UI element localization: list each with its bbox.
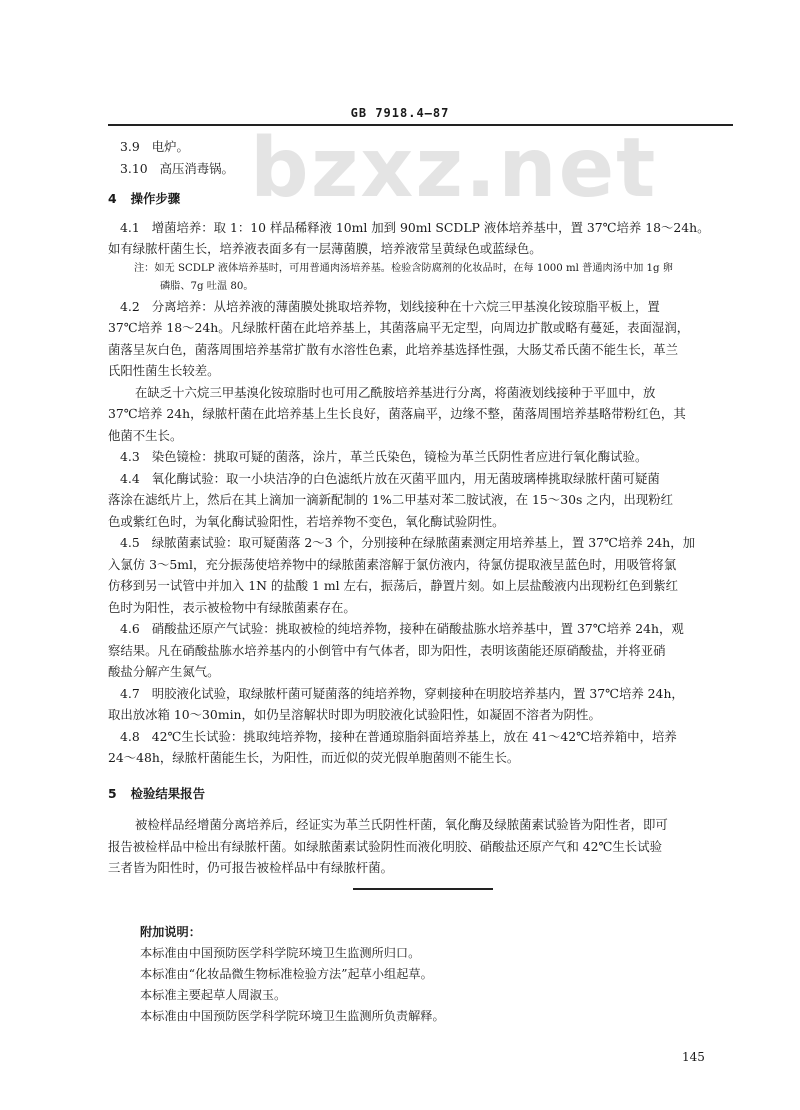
section-title: 检验结果报告: [130, 785, 205, 801]
item-line: 增菌培养：取 1：10 样品稀释液 10ml 加到 90ml SCDLP 液体培养基中，置 37℃培养 18～24h。: [151, 219, 710, 235]
note-line: 磷脂、7g 吐温 80。: [160, 280, 254, 292]
item-4-7: [108, 683, 733, 726]
body-line: 报告被检样品中检出有绿脓杆菌。如绿脓菌素试验阴性而液化明胶、硝酸盐还原产气和 42℃生长试验: [108, 838, 662, 854]
item-number: 4.2: [120, 298, 140, 314]
item-4-3: [108, 446, 733, 468]
end-separator-rule: [353, 888, 493, 890]
item-text: 高压消毒锅。: [159, 160, 234, 176]
item-line: 菌落呈灰白色，菌落周围培养基常扩散有水溶性色素，此培养基选择性强，大肠艾希氏菌不能生长，革兰: [108, 341, 678, 357]
appendix-title: 附加说明：: [140, 925, 201, 939]
item-line: 氏阳性菌生长较差。: [108, 363, 220, 378]
item-line: 明胶液化试验，取绿脓杆菌可疑菌落的纯培养物，穿刺接种在明胶培养基内，置 37℃培养 24h，: [151, 685, 684, 701]
document-body: [108, 136, 733, 879]
item-line: 酸盐分解产生氮气。: [108, 664, 220, 679]
item-line: 24～48h，绿脓杆菌能生长，为阳性，而近似的荧光假单胞菌则不能生长。: [108, 750, 520, 765]
item-line: 如有绿脓杆菌生长，培养液表面多有一层薄菌膜，培养液常呈黄绿色或蓝绿色。: [108, 241, 542, 256]
item-number: 4.1: [120, 219, 140, 235]
watermark: bzxz.net: [250, 121, 658, 216]
note-4-1: [108, 260, 733, 296]
item-3-10: [108, 158, 733, 180]
appendix-line: 本标准由中国预防医学科学院环境卫生监测所归口。: [140, 946, 421, 960]
item-number: 4.5: [120, 535, 140, 550]
section-title: 操作步骤: [130, 191, 181, 206]
item-line: 察结果。凡在硝酸盐胨水培养基内的小倒管中有气体者，即为阳性，表明该菌能还原硝酸盐，并将亚硝: [108, 642, 666, 658]
appendix-notes: [140, 922, 700, 1027]
note-line: 注：如无 SCDLP 液体培养基时，可用普通肉汤培养基。检验含防腐剂的化妆品时，在每 1000 ml 普通肉汤中加 1g 卵: [134, 262, 673, 274]
section-number: 5: [108, 785, 117, 801]
page-number: 145: [682, 1050, 705, 1064]
standard-code-header: GB 7918.4—87: [350, 106, 450, 120]
item-line: 仿移到另一试管中并加入 1N 的盐酸 1 ml 左右，振荡后，静置片刻。如上层盐酸液内出现粉红色到紫红: [108, 578, 679, 593]
item-line: 落涂在滤纸片上，然后在其上滴加一滴新配制的 1%二甲基对苯二胺试液，在 15～30s 之内，出现粉红: [108, 492, 673, 507]
item-4-2: [108, 296, 733, 447]
item-line: 37℃培养 18～24h。凡绿脓杆菌在此培养基上，其菌落扁平无定型，向周边扩散或略有蔓延，表面湿润，: [108, 320, 690, 335]
item-line: 硝酸盐还原产气试验：挑取被检的纯培养物，接种在硝酸盐胨水培养基中，置 37℃培养 24h，观: [151, 621, 684, 636]
item-line: 37℃培养 24h，绿脓杆菌在此培养基上生长良好，菌落扁平，边缘不整，菌落周围培养基略带粉红色，其: [108, 406, 686, 421]
section-5-body: [108, 814, 733, 879]
item-3-9: [108, 136, 733, 158]
section-5-heading: [108, 783, 733, 805]
item-4-1: [108, 217, 733, 296]
item-line: 染色镜检：挑取可疑的菌落，涂片，革兰氏染色，镜检为革兰氏阴性者应进行氧化酶试验。: [151, 449, 648, 464]
section-number: 4: [108, 191, 117, 206]
item-line: 色或紫红色时，为氧化酶试验阳性，若培养物不变色，氧化酶试验阴性。: [108, 513, 505, 529]
item-line: 分离培养：从培养液的薄菌膜处挑取培养物，划线接种在十六烷三甲基溴化铵琼脂平板上，置: [151, 298, 660, 314]
item-line: 绿脓菌素试验：取可疑菌落 2～3 个，分别接种在绿脓菌素测定用培养基上，置 37℃培养 24h，加: [151, 535, 696, 550]
item-number: 4.7: [120, 685, 140, 701]
item-number: 3.9: [120, 139, 140, 154]
item-4-6: [108, 618, 733, 683]
appendix-line: 本标准主要起草人周淑玉。: [140, 988, 287, 1002]
body-line: 三者皆为阳性时，仍可报告被检样品中有绿脓杆菌。: [108, 860, 393, 875]
item-4-5: [108, 532, 733, 618]
item-line: 取出放冰箱 10～30min，如仍呈溶解状时即为明胶液化试验阳性，如凝固不溶者为阴性。: [108, 707, 601, 722]
item-line: 他菌不生长。: [108, 427, 183, 443]
item-line: 入氯仿 3～5ml，充分振荡使培养物中的绿脓菌素溶解于氯仿液内，待氯仿提取液呈蓝色时，用吸管将氯: [108, 556, 677, 572]
appendix-line: 本标准由“化妆品微生物标准检验方法”起草小组起草。: [140, 967, 433, 981]
item-4-4: [108, 468, 733, 533]
item-number: 4.3: [120, 449, 140, 464]
item-number: 3.10: [120, 160, 148, 176]
item-line: 氧化酶试验：取一小块洁净的白色滤纸片放在灭菌平皿内，用无菌玻璃棒挑取绿脓杆菌可疑菌: [151, 470, 660, 486]
item-number: 4.8: [120, 728, 140, 744]
appendix-line: 本标准由中国预防医学科学院环境卫生监测所负责解释。: [140, 1009, 445, 1023]
header-rule: [108, 124, 733, 126]
item-line: 42℃生长试验：挑取纯培养物，接种在普通琼脂斜面培养基上，放在 41～42℃培养箱中，培养: [151, 728, 677, 744]
item-line: 在缺乏十六烷三甲基溴化铵琼脂时也可用乙酰胺培养基进行分离，将菌液划线接种于平皿中，放: [135, 384, 656, 400]
item-4-8: [108, 726, 733, 769]
section-4-heading: [108, 188, 733, 210]
body-line: 被检样品经增菌分离培养后，经证实为革兰氏阴性杆菌，氧化酶及绿脓菌素试验皆为阳性者，即可: [135, 817, 668, 832]
item-text: 电炉。: [151, 139, 189, 154]
item-number: 4.6: [120, 621, 140, 636]
item-line: 色时为阳性，表示被检物中有绿脓菌素存在。: [108, 599, 356, 615]
item-number: 4.4: [120, 470, 140, 486]
